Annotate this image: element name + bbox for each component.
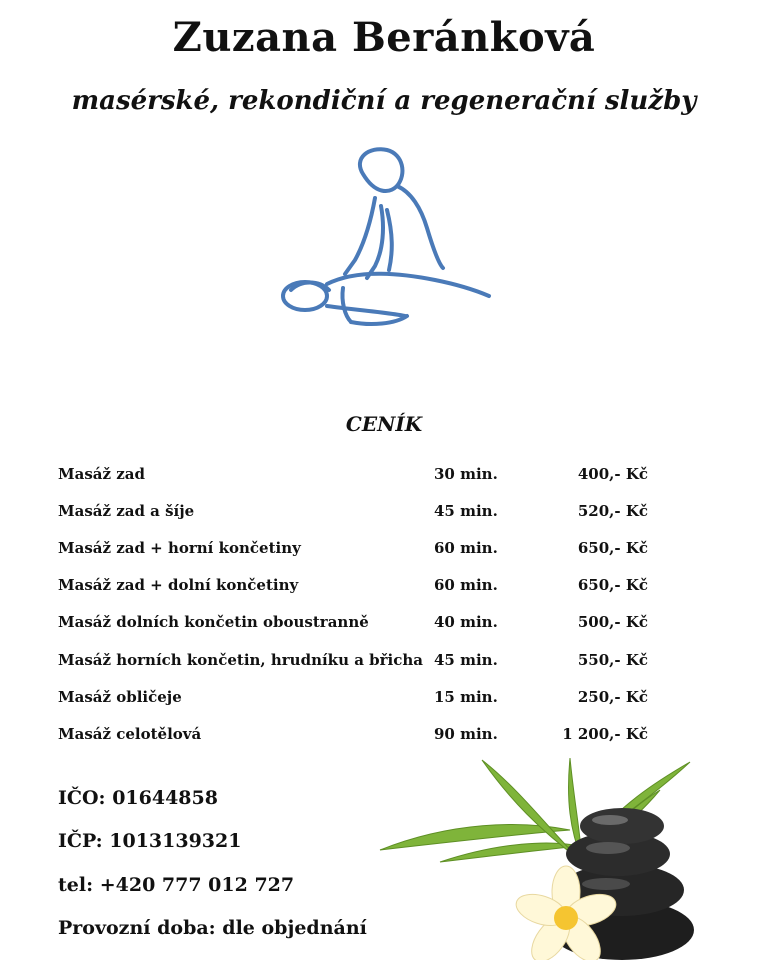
service-duration: 15 min. bbox=[434, 687, 498, 706]
service-duration: 60 min. bbox=[434, 576, 498, 595]
price-table bbox=[58, 455, 648, 753]
ico-number: IČO: 01644858 bbox=[58, 787, 218, 809]
spa-stones-flower-icon bbox=[370, 750, 700, 960]
table-row bbox=[58, 678, 648, 715]
service-duration: 30 min. bbox=[434, 464, 498, 483]
page-title: Zuzana Beránková bbox=[172, 14, 596, 61]
service-price: 1 200,- Kč bbox=[562, 724, 648, 743]
service-price: 650,- Kč bbox=[577, 576, 648, 595]
table-row bbox=[58, 715, 648, 752]
service-name: Masáž zad + horní končetiny bbox=[58, 538, 301, 557]
service-duration: 60 min. bbox=[434, 538, 498, 557]
service-price: 250,- Kč bbox=[577, 687, 648, 706]
table-row bbox=[58, 455, 648, 492]
service-price: 550,- Kč bbox=[577, 650, 648, 669]
price-list-heading: CENÍK bbox=[345, 412, 423, 436]
service-name: Masáž zad + dolní končetiny bbox=[58, 576, 299, 595]
service-name: Masáž horních končetin, hrudníku a břicha bbox=[58, 650, 423, 669]
service-name: Masáž dolních končetin oboustranně bbox=[58, 613, 369, 632]
service-name: Masáž zad bbox=[58, 464, 145, 483]
service-price: 500,- Kč bbox=[577, 613, 648, 632]
service-duration: 40 min. bbox=[434, 613, 498, 632]
service-name: Masáž celotělová bbox=[58, 724, 202, 743]
service-name: Masáž obličeje bbox=[58, 687, 182, 706]
page-subtitle: masérské, rekondiční a regenerační služby bbox=[71, 86, 697, 116]
service-duration: 45 min. bbox=[434, 501, 498, 520]
table-row bbox=[58, 529, 648, 566]
icp-number: IČP: 1013139321 bbox=[58, 830, 242, 852]
massage-icon bbox=[275, 140, 495, 330]
table-row bbox=[58, 604, 648, 641]
service-price: 520,- Kč bbox=[577, 501, 648, 520]
service-duration: 90 min. bbox=[434, 724, 498, 743]
table-row bbox=[58, 641, 648, 678]
service-name: Masáž zad a šíje bbox=[58, 501, 195, 520]
service-price: 400,- Kč bbox=[577, 464, 648, 483]
table-row bbox=[58, 492, 648, 529]
service-price: 650,- Kč bbox=[577, 538, 648, 557]
opening-hours: Provozní doba: dle objednání bbox=[58, 917, 367, 939]
table-row bbox=[58, 567, 648, 604]
service-duration: 45 min. bbox=[434, 650, 498, 669]
phone-number: tel: +420 777 012 727 bbox=[58, 874, 295, 896]
